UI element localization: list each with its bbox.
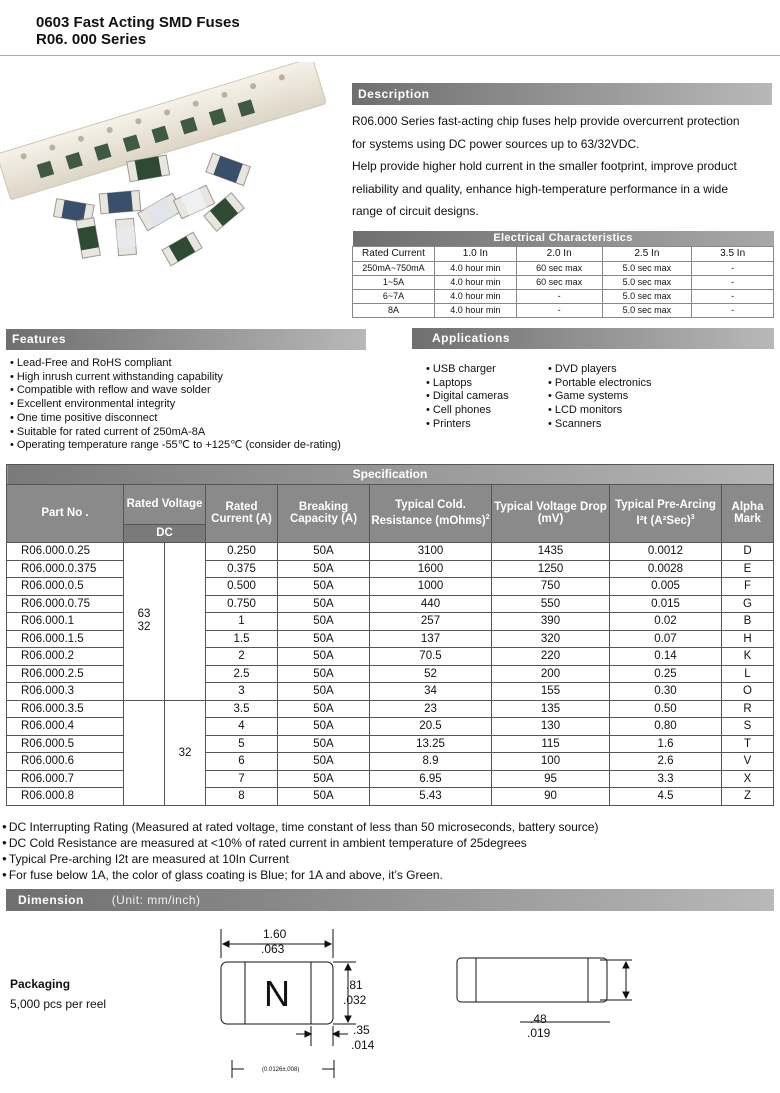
elec-cell: 1~5A [353, 275, 435, 289]
dimension-header [6, 889, 774, 911]
features-header: Features [6, 329, 366, 350]
note-item: ● For fuse below 1A, the color of glass coating is Blue; for 1A and above, it’s Green. [2, 868, 598, 884]
cell-current: 2 [206, 648, 278, 666]
cell-breaking: 50A [278, 630, 370, 648]
cell-current: 3.5 [206, 700, 278, 718]
cell-i2t: 0.80 [610, 718, 722, 736]
cell-resistance: 52 [370, 665, 492, 683]
applications-column-2 [548, 363, 651, 432]
cell-resistance: 1600 [370, 560, 492, 578]
col-part-no: Part No . [7, 485, 124, 543]
cell-breaking: 50A [278, 753, 370, 771]
col-rated-current: Rated Current (A) [206, 485, 278, 543]
product-photo [0, 62, 340, 272]
dimension-unit: (Unit: mm/inch) [111, 893, 201, 907]
col-pre-arcing-sup: 3 [690, 513, 695, 521]
table-row [7, 788, 774, 806]
notes-list [2, 820, 598, 884]
cell-mark: B [722, 613, 774, 631]
specification-header: Specification [7, 465, 774, 485]
cell-drop: 390 [492, 613, 610, 631]
bottom-small-label: (0.0126±.008) [262, 1067, 300, 1073]
cell-mark: D [722, 543, 774, 561]
cell-resistance: 137 [370, 630, 492, 648]
cell-current: 6 [206, 753, 278, 771]
feature-item: • High inrush current withstanding capability [10, 371, 341, 385]
feature-item: • One time positive disconnect [10, 412, 341, 426]
cell-mark: L [722, 665, 774, 683]
col-cold-resistance [370, 485, 492, 543]
feature-item: • Suitable for rated current of 250mA-8A [10, 426, 341, 440]
cell-voltage-group-1 [124, 543, 165, 701]
table-row [7, 648, 774, 666]
cell-breaking: 50A [278, 648, 370, 666]
table-row [7, 665, 774, 683]
cell-mark: G [722, 595, 774, 613]
cell-breaking: 50A [278, 788, 370, 806]
cell-resistance: 20.5 [370, 718, 492, 736]
cell-breaking: 50A [278, 718, 370, 736]
cell-drop: 95 [492, 770, 610, 788]
cell-part: R06.000.6 [7, 753, 124, 771]
cell-breaking: 50A [278, 700, 370, 718]
elec-cell: 60 sec max [516, 275, 602, 289]
elec-cell: 5.0 sec max [602, 261, 692, 275]
cell-breaking: 50A [278, 560, 370, 578]
features-list [10, 357, 341, 453]
cell-current: 7 [206, 770, 278, 788]
cell-resistance: 70.5 [370, 648, 492, 666]
cell-mark: F [722, 578, 774, 596]
description-line: reliability and quality, enhance high-temperature performance in a wide [352, 181, 728, 196]
cell-drop: 135 [492, 700, 610, 718]
cell-voltage-empty [165, 543, 206, 701]
table-row [7, 770, 774, 788]
cell-i2t: 0.0028 [610, 560, 722, 578]
terminal-mm: .35 [353, 1023, 370, 1037]
terminal-in: .014 [351, 1038, 375, 1052]
table-row [7, 560, 774, 578]
cell-breaking: 50A [278, 665, 370, 683]
elec-row [353, 303, 774, 317]
application-item: • USB charger [426, 363, 509, 377]
cell-voltage-empty [124, 700, 165, 805]
applications-header: Applications [412, 328, 774, 349]
cell-i2t: 0.07 [610, 630, 722, 648]
cell-drop: 130 [492, 718, 610, 736]
description-header: Description [352, 83, 772, 105]
cell-current: 0.500 [206, 578, 278, 596]
table-row [7, 683, 774, 701]
cell-current: 5 [206, 735, 278, 753]
cell-resistance: 440 [370, 595, 492, 613]
elec-row [353, 275, 774, 289]
title-divider [0, 55, 780, 56]
elec-cell: 4.0 hour min [434, 261, 516, 275]
elec-cell: - [516, 303, 602, 317]
cell-resistance: 13.25 [370, 735, 492, 753]
cell-breaking: 50A [278, 770, 370, 788]
col-dc: DC [124, 525, 206, 543]
cell-drop: 320 [492, 630, 610, 648]
carrier-tape [0, 62, 326, 200]
elec-row [353, 261, 774, 275]
cell-drop: 1435 [492, 543, 610, 561]
cell-breaking: 50A [278, 613, 370, 631]
applications-column-1 [426, 363, 509, 432]
cell-part: R06.000.7 [7, 770, 124, 788]
col-cold-resistance-sup: 2 [485, 513, 490, 521]
cell-drop: 200 [492, 665, 610, 683]
elec-cell: 250mA~750mA [353, 261, 435, 275]
description-line: R06.000 Series fast-acting chip fuses help provide overcurrent protection [352, 114, 740, 128]
cell-part: R06.000.3.5 [7, 700, 124, 718]
application-item: • Printers [426, 418, 509, 432]
elec-cell: 5.0 sec max [602, 275, 692, 289]
cell-i2t: 0.0012 [610, 543, 722, 561]
note-item: ● Typical Pre-arching I2t are measured at 10In Current [2, 852, 598, 868]
cell-drop: 90 [492, 788, 610, 806]
cell-mark: R [722, 700, 774, 718]
cell-mark: X [722, 770, 774, 788]
cell-part: R06.000.2.5 [7, 665, 124, 683]
cell-resistance: 257 [370, 613, 492, 631]
feature-item: • Operating temperature range -55℃ to +125℃ (consider de-rating) [10, 439, 341, 453]
cell-i2t: 2.6 [610, 753, 722, 771]
elec-cell: 5.0 sec max [602, 289, 692, 303]
feature-item: • Compatible with reflow and wave solder [10, 384, 341, 398]
cell-part: R06.000.0.5 [7, 578, 124, 596]
application-item: • Game systems [548, 390, 651, 404]
application-item: • DVD players [548, 363, 651, 377]
cell-current: 4 [206, 718, 278, 736]
cell-part: R06.000.2 [7, 648, 124, 666]
cell-mark: K [722, 648, 774, 666]
col-rated-voltage: Rated Voltage [124, 485, 206, 525]
col-pre-arcing-label: Typical Pre-Arcing I²t (A²Sec) [615, 499, 716, 527]
specification-table [6, 464, 774, 806]
col-alpha-mark: Alpha Mark [722, 485, 774, 543]
cell-drop: 100 [492, 753, 610, 771]
width-mm: .81 [346, 978, 363, 992]
voltage-63: 63 [137, 608, 151, 621]
dimension-title: Dimension [18, 893, 84, 907]
description-text [352, 110, 778, 223]
elec-cell: - [692, 275, 774, 289]
elec-cell: - [692, 303, 774, 317]
packaging-title: Packaging [10, 977, 71, 991]
description-line: for systems using DC power sources up to 63/32VDC. [352, 136, 640, 151]
cell-mark: E [722, 560, 774, 578]
table-row [7, 543, 774, 561]
cell-i2t: 0.02 [610, 613, 722, 631]
length-in: .063 [261, 942, 285, 956]
cell-resistance: 1000 [370, 578, 492, 596]
col-breaking-capacity: Breaking Capacity (A) [278, 485, 370, 543]
elec-row [353, 289, 774, 303]
elec-cell: 4.0 hour min [434, 289, 516, 303]
cell-resistance: 6.95 [370, 770, 492, 788]
elec-col-header: 1.0 In [434, 246, 516, 261]
cell-resistance: 34 [370, 683, 492, 701]
table-row [7, 718, 774, 736]
table-row [7, 735, 774, 753]
table-row [7, 700, 774, 718]
packaging-text: 5,000 pcs per reel [10, 997, 107, 1011]
cell-breaking: 50A [278, 543, 370, 561]
cell-mark: H [722, 630, 774, 648]
application-item: • Laptops [426, 377, 509, 391]
elec-cell: 8A [353, 303, 435, 317]
table-row [7, 753, 774, 771]
cell-current: 3 [206, 683, 278, 701]
cell-breaking: 50A [278, 735, 370, 753]
cell-i2t: 4.5 [610, 788, 722, 806]
cell-drop: 220 [492, 648, 610, 666]
cell-i2t: 0.14 [610, 648, 722, 666]
application-item: • Cell phones [426, 404, 509, 418]
note-item: ● DC Cold Resistance are measured at <10% of rated current in ambient temperature of 25degrees [2, 836, 598, 852]
width-in: .032 [343, 993, 367, 1007]
cell-part: R06.000.1 [7, 613, 124, 631]
feature-item: • Excellent environmental integrity [10, 398, 341, 412]
cell-breaking: 50A [278, 578, 370, 596]
application-item: • Scanners [548, 418, 651, 432]
elec-cell: 4.0 hour min [434, 303, 516, 317]
cell-drop: 115 [492, 735, 610, 753]
cell-resistance: 5.43 [370, 788, 492, 806]
dimension-drawings [0, 920, 780, 1093]
cell-current: 1 [206, 613, 278, 631]
height-mm: .48 [530, 1012, 547, 1026]
cell-resistance: 23 [370, 700, 492, 718]
application-item: • Digital cameras [426, 390, 509, 404]
elec-cell: 4.0 hour min [434, 275, 516, 289]
elec-cell: - [692, 261, 774, 275]
cell-part: R06.000.8 [7, 788, 124, 806]
table-row [7, 595, 774, 613]
electrical-header: Electrical Characteristics [353, 231, 774, 246]
cell-part: R06.000.0.75 [7, 595, 124, 613]
cell-mark: T [722, 735, 774, 753]
cell-part: R06.000.4 [7, 718, 124, 736]
cell-i2t: 1.6 [610, 735, 722, 753]
elec-cell: 60 sec max [516, 261, 602, 275]
cell-voltage-group-2: 32 [165, 700, 206, 805]
note-item: ● DC Interrupting Rating (Measured at rated voltage, time constant of less than 50 microseconds, battery source) [2, 820, 598, 836]
cell-current: 8 [206, 788, 278, 806]
cell-breaking: 50A [278, 683, 370, 701]
cell-part: R06.000.0.375 [7, 560, 124, 578]
cell-i2t: 3.3 [610, 770, 722, 788]
elec-col-header: 2.0 In [516, 246, 602, 261]
cell-current: 0.250 [206, 543, 278, 561]
cell-drop: 155 [492, 683, 610, 701]
application-item: • LCD monitors [548, 404, 651, 418]
cell-mark: V [722, 753, 774, 771]
cell-part: R06.000.5 [7, 735, 124, 753]
table-row [7, 578, 774, 596]
description-line: range of circuit designs. [352, 204, 479, 218]
electrical-characteristics-table [352, 231, 774, 318]
cell-part: R06.000.1.5 [7, 630, 124, 648]
feature-item: • Lead-Free and RoHS compliant [10, 357, 341, 371]
elec-cell: 6~7A [353, 289, 435, 303]
cell-i2t: 0.50 [610, 700, 722, 718]
col-cold-resistance-label: Typical Cold. Resistance (mOhms) [371, 499, 486, 527]
elec-col-header: 3.5 In [692, 246, 774, 261]
table-row [7, 630, 774, 648]
elec-cell: 5.0 sec max [602, 303, 692, 317]
cell-mark: O [722, 683, 774, 701]
title-line-2: R06. 000 Series [36, 31, 147, 48]
cell-part: R06.000.3 [7, 683, 124, 701]
cell-resistance: 8.9 [370, 753, 492, 771]
col-pre-arcing [610, 485, 722, 543]
elec-col-header: 2.5 In [602, 246, 692, 261]
height-in: .019 [527, 1026, 551, 1040]
cell-mark: S [722, 718, 774, 736]
cell-breaking: 50A [278, 595, 370, 613]
cell-drop: 550 [492, 595, 610, 613]
elec-cell: - [692, 289, 774, 303]
elec-cell: - [516, 289, 602, 303]
col-voltage-drop: Typical Voltage Drop (mV) [492, 485, 610, 543]
description-line: Help provide higher hold current in the smaller footprint, improve product [352, 159, 737, 173]
voltage-32: 32 [137, 621, 151, 634]
cell-mark: Z [722, 788, 774, 806]
cell-resistance: 3100 [370, 543, 492, 561]
cell-current: 2.5 [206, 665, 278, 683]
marking-letter: N [264, 973, 290, 1014]
cell-i2t: 0.25 [610, 665, 722, 683]
cell-i2t: 0.005 [610, 578, 722, 596]
document-title [36, 14, 240, 48]
cell-drop: 750 [492, 578, 610, 596]
cell-i2t: 0.015 [610, 595, 722, 613]
cell-current: 0.375 [206, 560, 278, 578]
table-row [7, 613, 774, 631]
elec-col-header: Rated Current [353, 246, 435, 261]
cell-part: R06.000.0.25 [7, 543, 124, 561]
cell-i2t: 0.30 [610, 683, 722, 701]
cell-current: 0.750 [206, 595, 278, 613]
application-item: • Portable electronics [548, 377, 651, 391]
cell-current: 1.5 [206, 630, 278, 648]
cell-drop: 1250 [492, 560, 610, 578]
title-line-1: 0603 Fast Acting SMD Fuses [36, 14, 240, 31]
length-mm: 1.60 [263, 927, 287, 941]
